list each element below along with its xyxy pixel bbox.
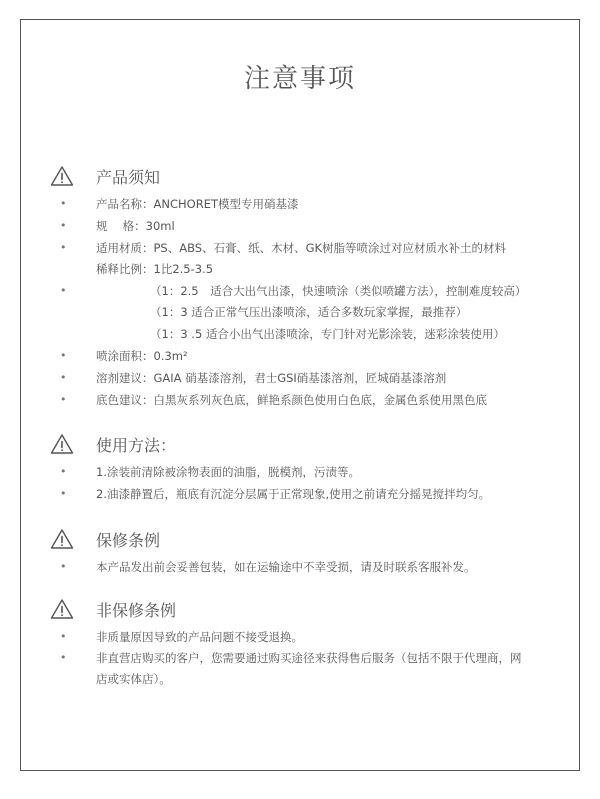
bullet: •: [60, 197, 67, 210]
section-title-non-warranty: 非保修条例: [96, 600, 177, 620]
usage-step-1: 1.涂装前清除被涂物表面的油脂，脱模剂，污渍等。: [96, 465, 360, 479]
section-header-non-warranty: [50, 596, 177, 622]
bullet: •: [60, 241, 67, 254]
dilution-option-1: （1：2.5 适合大出气出漆，快速喷涂（类似喷罐方法），控制难度较高）: [150, 284, 527, 298]
section-title-usage: 使用方法：: [96, 435, 177, 455]
warranty-item-1: 本产品发出前会妥善包装，如在运输途中不幸受损，请及时联系客服补发。: [96, 560, 476, 574]
bullet: •: [60, 630, 67, 643]
bullet: •: [60, 465, 67, 478]
product-solvent: 溶剂建议：GAIA 硝基漆溶剂，君士GSI硝基漆溶剂，匠城硝基漆溶剂: [96, 371, 447, 385]
dilution-option-3: （1：3 .5 适合小出气出漆喷涂，专门针对光影涂装，迷彩涂装使用）: [150, 327, 505, 341]
section-title-warranty: 保修条例: [96, 530, 161, 550]
non-warranty-item-1: 非质量原因导致的产品问题不接受退换。: [96, 630, 303, 644]
list-item: [0, 648, 600, 692]
section-title-product: 产品须知: [96, 167, 161, 187]
usage-step-2: 2.油漆静置后，瓶底有沉淀分层属于正常现象,使用之前请充分摇晃搅拌均匀。: [96, 487, 491, 501]
section-header-usage: [50, 431, 177, 457]
product-name: 产品名称：ANCHORET模型专用硝基漆: [96, 197, 299, 211]
bullet: •: [60, 393, 67, 406]
section-header-product: [50, 163, 161, 189]
warning-triangle-icon: [50, 433, 74, 455]
bullet: •: [60, 560, 67, 573]
section-header-warranty: [50, 526, 161, 552]
dilution-option-2: （1：3 适合正常气压出漆喷涂，适合多数玩家掌握，最推荐）: [150, 305, 468, 319]
warning-triangle-icon: [50, 165, 74, 187]
bullet: •: [60, 284, 67, 297]
bullet: •: [60, 219, 67, 232]
product-spec: 规 格：30ml: [96, 219, 175, 233]
bullet: •: [60, 349, 67, 362]
bullet: •: [60, 651, 67, 664]
warning-triangle-icon: [50, 528, 74, 550]
non-warranty-item-2: 非直营店购买的客户，您需要通过购买途径来获得售后服务（包括不限于代理商，网店或实体店）。: [96, 651, 522, 686]
product-dilution: 稀释比例：1比2.5-3.5: [96, 262, 214, 276]
product-area: 喷涂面积：0.3m²: [96, 349, 188, 363]
warning-triangle-icon: [50, 598, 74, 620]
bullet: •: [60, 371, 67, 384]
page-title: 注意事项: [243, 64, 356, 94]
bullet: •: [60, 487, 67, 500]
product-primer: 底色建议：白黑灰系列灰色底，鲜艳系颜色使用白色底，金属色系使用黑色底: [96, 393, 487, 407]
product-material: 适用材质：PS、ABS、石膏、纸、木材、GK树脂等喷涂过对应材质水补土的材料: [96, 241, 507, 255]
